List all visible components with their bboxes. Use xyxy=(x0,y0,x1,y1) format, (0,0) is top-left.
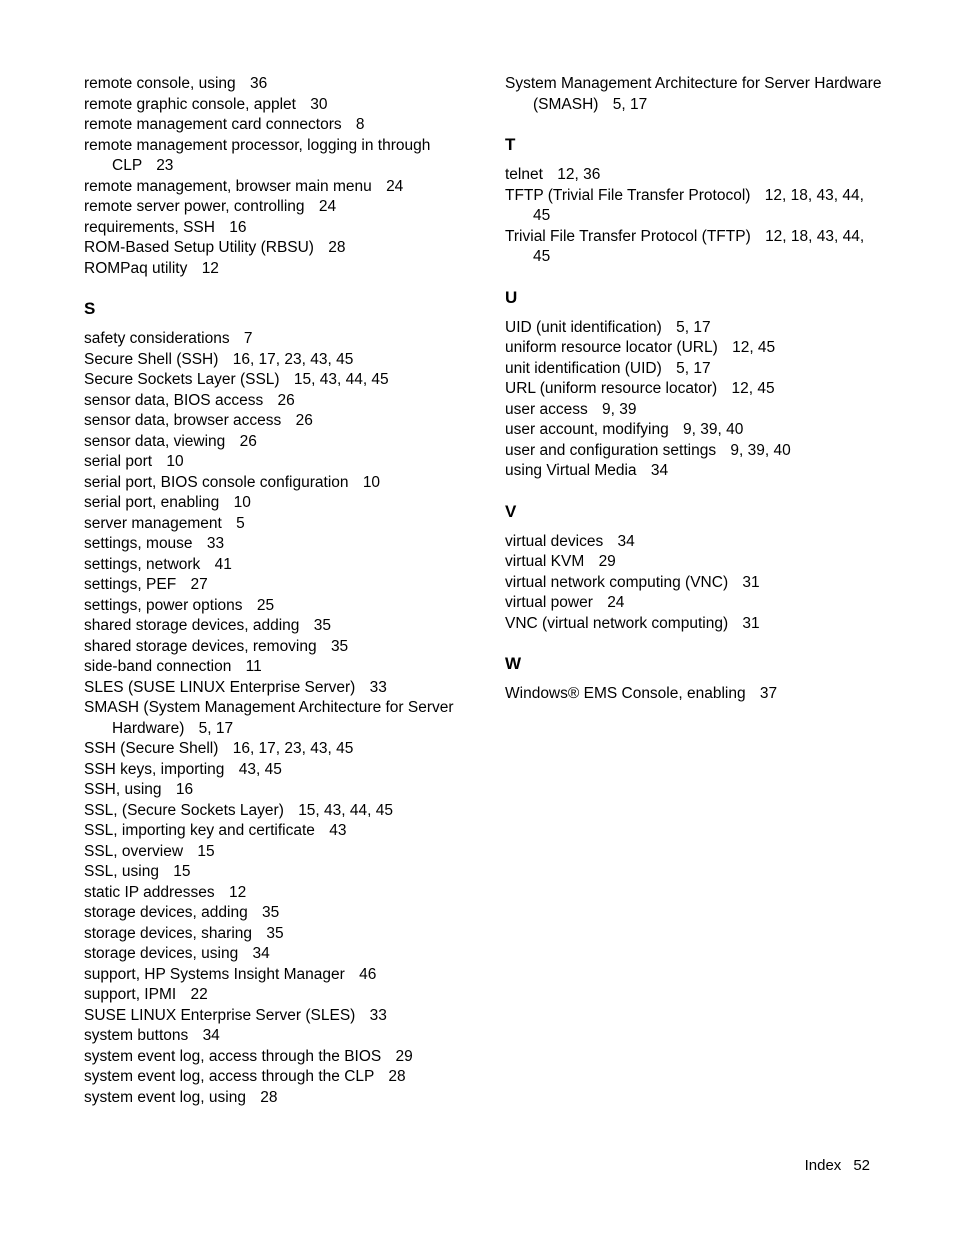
index-letter-heading: V xyxy=(505,501,517,521)
index-entry-pages: 12 xyxy=(201,259,219,277)
index-entry-term: sensor data, browser access xyxy=(84,412,282,429)
index-entry-pages: 36 xyxy=(249,75,268,92)
index-entry xyxy=(84,514,464,535)
index-entry-term: SSL, (Secure Sockets Layer) xyxy=(84,801,284,819)
index-entry-pages: 34 xyxy=(650,462,669,479)
index-entry xyxy=(84,534,464,555)
index-entry-pages: 10 xyxy=(233,494,251,511)
index-entry-pages: 16, 17, 23, 43, 45 xyxy=(232,350,354,368)
index-entry-pages: 5 xyxy=(236,514,245,532)
index-entry-pages: 9, 39, 40 xyxy=(730,441,791,459)
index-entry-pages: 27 xyxy=(190,576,208,593)
index-entry xyxy=(84,924,464,945)
index-entry-term: shared storage devices, removing xyxy=(84,637,317,655)
index-entry xyxy=(84,678,464,699)
index-entry-pages: 15 xyxy=(197,842,215,860)
index-entry xyxy=(505,614,885,635)
index-entry-term: SSL, importing key and certificate xyxy=(84,822,315,839)
index-entry-term: settings, mouse xyxy=(84,535,193,552)
index-entry xyxy=(505,552,885,573)
index-entry-term: virtual KVM xyxy=(505,553,585,570)
index-entry-term: side-band connection xyxy=(84,658,232,675)
index-entry xyxy=(84,493,464,514)
index-entry-term: serial port, BIOS console configuration xyxy=(84,473,349,491)
index-entry xyxy=(84,637,464,658)
index-entry-pages: 24 xyxy=(386,177,404,195)
index-entry-term: system buttons xyxy=(84,1027,189,1044)
index-entry xyxy=(84,596,464,617)
index-entry-pages: 16, 17, 23, 43, 45 xyxy=(232,740,354,757)
index-entry xyxy=(84,136,464,177)
index-entry-term: system event log, using xyxy=(84,1088,246,1106)
index-entry-pages: 9, 39, 40 xyxy=(683,421,744,438)
index-entry-pages: 5, 17 xyxy=(612,95,648,113)
index-entry xyxy=(84,944,464,965)
index-entry xyxy=(84,473,464,494)
index-entry-pages: 34 xyxy=(617,532,635,550)
index-entry-term: serial port xyxy=(84,453,153,470)
index-entry xyxy=(505,379,885,400)
index-column-left xyxy=(84,74,464,1108)
index-entry xyxy=(84,739,464,760)
index-entry xyxy=(84,238,464,259)
index-entry xyxy=(84,1006,464,1027)
index-entry-pages: 25 xyxy=(256,596,275,614)
index-entry-term: storage devices, sharing xyxy=(84,924,253,942)
index-entry-term: support, IPMI xyxy=(84,986,177,1003)
index-entry xyxy=(84,965,464,986)
index-entry-pages: 22 xyxy=(190,986,208,1003)
index-entry-pages: 16 xyxy=(229,218,247,236)
index-entry-pages: 33 xyxy=(369,678,387,696)
index-entry-pages: 12, 45 xyxy=(731,380,775,397)
index-entry xyxy=(505,573,885,594)
index-entry-pages: 11 xyxy=(245,658,262,675)
index-entry-pages: 28 xyxy=(328,239,346,256)
index-entry-term: uniform resource locator (URL) xyxy=(505,339,718,356)
index-entry-pages: 30 xyxy=(310,95,328,113)
index-entry-term: sensor data, viewing xyxy=(84,432,226,450)
index-entry-term: requirements, SSH xyxy=(84,218,215,236)
index-entry-term: user account, modifying xyxy=(505,421,669,438)
index-entry xyxy=(84,883,464,904)
index-entry xyxy=(84,370,464,391)
index-entry xyxy=(84,555,464,576)
index-entry xyxy=(84,1026,464,1047)
index-entry-term: remote management, browser main menu xyxy=(84,177,372,195)
index-entry-pages: 12 xyxy=(228,883,247,901)
index-entry xyxy=(505,165,885,186)
index-letter-heading: U xyxy=(505,287,518,307)
index-entry-term: safety considerations xyxy=(84,330,230,347)
index-entry xyxy=(84,74,464,95)
index-entry-pages: 34 xyxy=(252,945,270,962)
index-entry-term: SSL, overview xyxy=(84,842,184,860)
index-entry-term: telnet xyxy=(505,166,543,183)
index-entry-term: Windows® EMS Console, enabling xyxy=(505,685,746,702)
index-entry-pages: 26 xyxy=(295,412,313,429)
index-entry-term: remote server power, controlling xyxy=(84,198,305,215)
index-entry xyxy=(84,760,464,781)
page-footer xyxy=(760,1157,870,1174)
index-entry-term: remote management processor, logging in through CLP xyxy=(84,136,431,174)
index-entry xyxy=(84,411,464,432)
index-entry-pages: 43 xyxy=(329,822,347,839)
index-entry-pages: 35 xyxy=(266,924,284,942)
index-entry-term: remote graphic console, applet xyxy=(84,95,296,113)
index-entry-pages: 7 xyxy=(243,330,253,347)
index-entry-pages: 24 xyxy=(318,198,337,215)
index-entry xyxy=(84,391,464,412)
index-entry xyxy=(84,1088,464,1109)
index-entry-term: SSH (Secure Shell) xyxy=(84,740,219,757)
index-entry xyxy=(84,903,464,924)
index-entry xyxy=(505,593,885,614)
index-entry-pages: 15 xyxy=(173,863,191,880)
index-entry-pages: 35 xyxy=(262,904,280,921)
index-entry-pages: 28 xyxy=(388,1068,406,1085)
index-entry xyxy=(84,197,464,218)
index-entry-term: settings, power options xyxy=(84,596,243,614)
index-entry xyxy=(84,218,464,239)
index-entry-pages: 46 xyxy=(359,965,377,983)
index-entry-pages: 5, 17 xyxy=(676,318,711,336)
index-entry-term: ROMPaq utility xyxy=(84,259,188,277)
index-letter-heading: S xyxy=(84,299,96,318)
index-entry-pages: 43, 45 xyxy=(238,760,282,778)
index-entry-term: System Management Architecture for Server Hardware (SMASH) xyxy=(505,75,882,113)
index-entry xyxy=(84,657,464,678)
index-entry-term: UID (unit identification) xyxy=(505,318,662,336)
index-entry xyxy=(505,359,885,380)
index-entry-pages: 37 xyxy=(759,685,778,702)
index-entry-pages: 23 xyxy=(156,157,174,174)
index-entry-pages: 34 xyxy=(202,1027,220,1044)
index-entry-pages: 16 xyxy=(175,781,194,798)
index-entry-term: virtual network computing (VNC) xyxy=(505,573,729,591)
index-entry xyxy=(505,441,885,462)
index-entry xyxy=(505,461,885,482)
index-entry-pages: 10 xyxy=(362,473,381,491)
index-entry-term: ROM-Based Setup Utility (RBSU) xyxy=(84,239,314,256)
index-entry-term: user and configuration settings xyxy=(505,441,717,459)
index-entry xyxy=(84,432,464,453)
index-entry-pages: 12, 18, 43, 44, 45 xyxy=(533,227,865,265)
index-entry-pages: 29 xyxy=(598,553,616,570)
index-entry-pages: 31 xyxy=(742,614,760,632)
index-entry-term: shared storage devices, adding xyxy=(84,617,300,634)
index-entry-pages: 24 xyxy=(607,594,625,611)
index-entry xyxy=(84,329,464,350)
index-entry xyxy=(84,1047,464,1068)
index-entry-term: storage devices, adding xyxy=(84,904,248,921)
index-entry-pages: 12, 36 xyxy=(557,166,601,183)
index-entry xyxy=(505,227,885,268)
index-entry-term: Secure Sockets Layer (SSL) xyxy=(84,371,280,388)
index-entry xyxy=(84,616,464,637)
index-entry-pages: 29 xyxy=(395,1047,413,1065)
footer-label: Index xyxy=(804,1157,842,1174)
index-entry-term: Secure Shell (SSH) xyxy=(84,350,219,368)
index-entry xyxy=(84,1067,464,1088)
index-entry xyxy=(84,698,464,739)
index-entry xyxy=(505,338,885,359)
index-entry-term: Trivial File Transfer Protocol (TFTP) xyxy=(505,227,751,245)
index-entry xyxy=(505,318,885,339)
index-entry-term: unit identification (UID) xyxy=(505,359,662,377)
index-entry-pages: 5, 17 xyxy=(676,359,711,377)
index-entry-pages: 33 xyxy=(369,1006,387,1024)
index-entry xyxy=(505,420,885,441)
index-entry-pages: 12, 18, 43, 44, 45 xyxy=(533,186,864,224)
index-entry-term: virtual power xyxy=(505,594,593,611)
index-entry-term: SSH keys, importing xyxy=(84,760,225,778)
index-entry-pages: 35 xyxy=(330,637,349,655)
footer-page-number: 52 xyxy=(853,1157,870,1174)
index-letter-heading: T xyxy=(505,135,516,154)
index-entry xyxy=(505,74,885,115)
index-entry-term: system event log, access through the BIOS xyxy=(84,1047,382,1065)
index-entry-pages: 28 xyxy=(260,1088,278,1106)
index-entry-pages: 15, 43, 44, 45 xyxy=(293,371,389,388)
index-entry-term: settings, network xyxy=(84,555,201,573)
index-entry-term: VNC (virtual network computing) xyxy=(505,614,729,632)
index-entry-term: remote console, using xyxy=(84,75,236,92)
index-entry-pages: 33 xyxy=(206,535,225,552)
index-entry-pages: 31 xyxy=(742,573,760,591)
index-entry xyxy=(84,95,464,116)
index-entry xyxy=(84,780,464,801)
index-entry-term: SSH, using xyxy=(84,781,162,798)
index-entry xyxy=(84,821,464,842)
index-letter-heading: W xyxy=(505,654,522,673)
index-entry-pages: 26 xyxy=(277,391,295,409)
index-entry-pages: 8 xyxy=(355,116,365,133)
index-entry xyxy=(505,400,885,421)
index-entry-pages: 12, 45 xyxy=(732,339,776,356)
index-column-right xyxy=(505,74,885,705)
index-entry-term: SMASH (System Management Architecture for Server Hardware) xyxy=(84,699,454,737)
index-entry-term: serial port, enabling xyxy=(84,494,220,511)
index-entry xyxy=(84,575,464,596)
index-entry-term: using Virtual Media xyxy=(505,462,637,479)
index-entry xyxy=(84,842,464,863)
index-entry-pages: 26 xyxy=(239,432,257,450)
index-entry xyxy=(505,186,885,227)
index-entry xyxy=(84,862,464,883)
index-entry-term: static IP addresses xyxy=(84,883,215,901)
index-entry-pages: 5, 17 xyxy=(198,719,234,737)
index-entry xyxy=(505,532,885,553)
index-entry-pages: 41 xyxy=(214,555,232,573)
index-entry-term: server management xyxy=(84,514,222,532)
index-entry xyxy=(84,115,464,136)
index-entry-term: SLES (SUSE LINUX Enterprise Server) xyxy=(84,678,356,696)
index-entry-term: URL (uniform resource locator) xyxy=(505,380,718,397)
index-entry-term: storage devices, using xyxy=(84,945,239,962)
index-entry xyxy=(505,684,885,705)
index-entry-term: TFTP (Trivial File Transfer Protocol) xyxy=(505,186,751,204)
index-entry-term: SSL, using xyxy=(84,863,159,880)
index-entry xyxy=(84,452,464,473)
index-entry-term: SUSE LINUX Enterprise Server (SLES) xyxy=(84,1006,356,1024)
index-entry-term: remote management card connectors xyxy=(84,116,342,133)
index-entry-term: system event log, access through the CLP xyxy=(84,1068,375,1085)
index-entry-pages: 15, 43, 44, 45 xyxy=(298,801,393,819)
index-entry xyxy=(84,259,464,280)
index-entry-term: support, HP Systems Insight Manager xyxy=(84,965,345,983)
index-entry xyxy=(84,801,464,822)
index-entry xyxy=(84,350,464,371)
index-entry-term: sensor data, BIOS access xyxy=(84,391,264,409)
index-entry xyxy=(84,985,464,1006)
index-entry-pages: 35 xyxy=(313,617,331,634)
index-entry-term: settings, PEF xyxy=(84,576,177,593)
index-entry-term: virtual devices xyxy=(505,532,604,550)
index-entry-pages: 10 xyxy=(166,453,184,470)
index-entry-pages: 9, 39 xyxy=(602,400,637,418)
index-entry-term: user access xyxy=(505,400,588,418)
index-entry xyxy=(84,177,464,198)
